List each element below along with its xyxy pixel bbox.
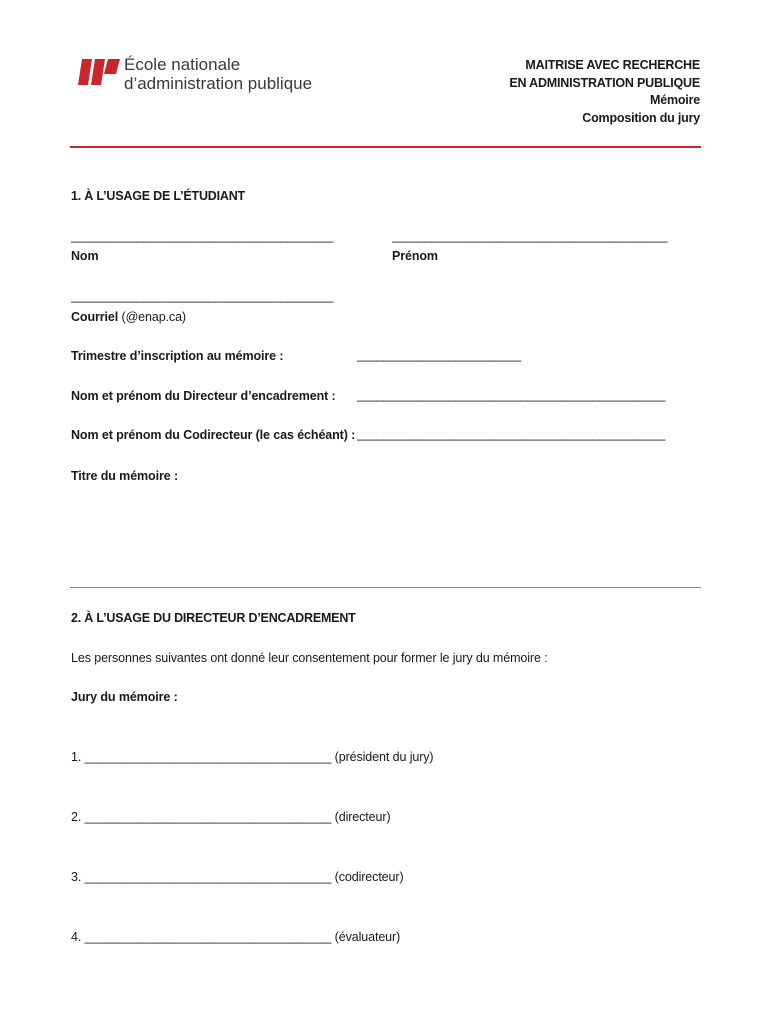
prenom-label: Prénom [392,249,438,263]
jury-name-field[interactable]: ____________________________________ [84,930,332,944]
logo-name-line2: d’administration publique [124,74,313,93]
trimestre-field[interactable]: _________________________ [357,348,521,362]
prenom-field[interactable]: __________________________________________ [392,229,668,243]
directeur-field[interactable]: _______________________________________________ [357,388,665,402]
codirecteur-label: Nom et prénom du Codirecteur (le cas échéant) : [71,428,356,442]
jury-label: Jury du mémoire : [71,690,178,704]
consent-text: Les personnes suivantes ont donné leur consentement pour former le jury du mémoire : [71,651,548,665]
courriel-label-row [71,310,186,324]
jury-row [71,930,400,944]
jury-number: 2. [71,810,82,824]
jury-role: (directeur) [334,810,391,824]
section2-title: 2. À L’USAGE DU DIRECTEUR D’ENCADREMENT [71,611,356,625]
enap-logo-mark-icon [78,59,120,85]
nom-field[interactable]: ________________________________________ [71,229,334,243]
program-line2: EN ADMINISTRATION PUBLIQUE [509,75,700,90]
logo-text [124,55,312,93]
program-line1: MAITRISE AVEC RECHERCHE [525,58,700,72]
header-divider [70,146,701,148]
jury-row [71,870,404,884]
header-info [509,57,700,127]
doc-title: Composition du jury [582,110,700,125]
logo-name-line1: École nationale [124,55,241,74]
jury-name-field[interactable]: ____________________________________ [84,870,332,884]
jury-role: (président du jury) [334,750,434,764]
titre-field[interactable] [71,490,701,580]
jury-row [71,810,391,824]
jury-number: 4. [71,930,82,944]
enap-logo [78,55,328,100]
nom-label: Nom [71,249,99,263]
courriel-label: Courriel [71,310,119,324]
codirecteur-field[interactable]: _______________________________________________ [357,427,665,441]
courriel-field[interactable]: ________________________________________ [71,289,334,303]
jury-name-field[interactable]: ____________________________________ [84,810,332,824]
jury-role: (évaluateur) [334,930,401,944]
jury-number: 3. [71,870,82,884]
jury-name-field[interactable]: ____________________________________ [84,750,332,764]
directeur-label: Nom et prénom du Directeur d’encadrement : [71,389,336,403]
titre-label: Titre du mémoire : [71,469,179,483]
courriel-hint: (@enap.ca) [121,310,186,324]
trimestre-label: Trimestre d’inscription au mémoire : [71,349,284,363]
section-divider [70,587,701,588]
section1-title: 1. À L’USAGE DE L’ÉTUDIANT [71,189,245,203]
jury-role: (codirecteur) [334,870,404,884]
jury-number: 1. [71,750,82,764]
doc-type: Mémoire [649,93,700,107]
jury-row [71,750,434,764]
